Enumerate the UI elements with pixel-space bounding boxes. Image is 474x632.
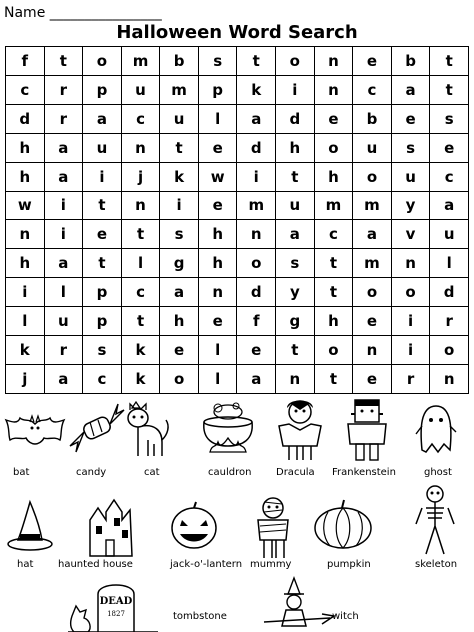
grid-cell: h [6,249,45,278]
grid-row [6,307,469,336]
pumpkin-icon [312,498,374,552]
ghost-icon [414,400,458,456]
grid-cell: b [160,47,199,76]
witch-hat-icon [6,500,56,554]
grid-cell: c [430,162,469,191]
grid-cell: r [44,104,83,133]
grid-cell: l [198,336,237,365]
word-pumpkin: pumpkin [327,559,371,570]
grid-cell: e [314,104,353,133]
grid-cell: m [160,75,199,104]
grid-cell: e [198,133,237,162]
word-frankenstein: Frankenstein [332,467,396,478]
grid-row [6,133,469,162]
grid-cell: n [353,336,392,365]
grid-cell: m [353,249,392,278]
word-search-grid [5,46,469,394]
grid-cell: h [314,162,353,191]
grid-cell: j [6,364,45,393]
grid-cell: l [430,249,469,278]
grid-cell: c [353,75,392,104]
grid-cell: u [391,162,430,191]
bat-icon [4,410,66,452]
grid-cell: o [353,278,392,307]
grid-cell: t [83,249,122,278]
picture-word-bank [0,396,474,632]
grid-cell: o [391,278,430,307]
grid-cell: d [6,104,45,133]
grid-cell: e [353,47,392,76]
grid-cell: i [276,75,315,104]
grid-cell: o [314,336,353,365]
grid-cell: k [6,336,45,365]
name-line: Name ________________ [4,5,162,21]
grid-cell: c [83,364,122,393]
grid-cell: c [121,278,160,307]
grid-cell: s [430,104,469,133]
word-cat: cat [144,467,160,478]
grid-cell: p [198,75,237,104]
grid-row [6,278,469,307]
grid-cell: e [160,336,199,365]
grid-cell: h [198,249,237,278]
grid-cell: a [430,191,469,220]
grid-cell: a [83,104,122,133]
grid-cell: a [391,75,430,104]
word-hat: hat [17,559,34,570]
grid-cell: d [237,278,276,307]
grid-cell: a [44,249,83,278]
grid-cell: t [314,278,353,307]
grid-row [6,104,469,133]
grid-cell: s [276,249,315,278]
grid-cell: w [6,191,45,220]
grid-cell: t [276,336,315,365]
grid-cell: a [44,133,83,162]
grid-cell: i [44,220,83,249]
grid-cell: y [391,191,430,220]
grid-cell: l [198,364,237,393]
grid-cell: e [198,307,237,336]
grid-cell: r [44,75,83,104]
grid-cell: e [430,133,469,162]
grid-cell: d [237,133,276,162]
grid-cell: a [44,162,83,191]
grid-cell: r [430,307,469,336]
grid-cell: l [6,307,45,336]
grid-cell: k [160,162,199,191]
grid-cell: i [160,191,199,220]
grid-cell: n [391,249,430,278]
grid-cell: o [430,336,469,365]
grid-cell: t [430,47,469,76]
grid-cell: l [121,249,160,278]
grid-cell: a [44,364,83,393]
grid-row [6,47,469,76]
grid-cell: n [237,220,276,249]
grid-cell: v [391,220,430,249]
word-tombstone: tombstone [173,611,227,622]
grid-cell: u [430,220,469,249]
grid-cell: n [276,364,315,393]
grid-cell: s [83,336,122,365]
word-ghost: ghost [424,467,452,478]
grid-cell: i [391,336,430,365]
skeleton-icon [412,484,458,560]
grid-cell: a [237,104,276,133]
grid-cell: p [83,278,122,307]
grid-row [6,220,469,249]
grid-cell: h [6,133,45,162]
cat-icon [124,400,172,460]
grid-cell: a [353,220,392,249]
word-haunted-house: haunted house [58,559,133,570]
word-candy: candy [76,467,107,478]
grid-cell: t [237,47,276,76]
word-cauldron: cauldron [208,467,252,478]
grid-cell: o [237,249,276,278]
grid-cell: h [160,307,199,336]
grid-cell: e [237,336,276,365]
word-jack-o-lantern: jack-o'-lantern [170,559,243,570]
grid-cell: i [391,307,430,336]
page-title: Halloween Word Search [116,22,358,43]
tombstone-icon [68,576,158,632]
grid-cell: c [121,104,160,133]
grid-cell: u [276,191,315,220]
haunted-house-icon [84,496,136,558]
grid-cell: p [83,75,122,104]
grid-cell: a [276,220,315,249]
grid-cell: c [314,220,353,249]
grid-cell: s [160,220,199,249]
grid-cell: t [83,191,122,220]
grid-cell: r [391,364,430,393]
cauldron-icon [196,398,260,456]
grid-cell: t [44,47,83,76]
grid-cell: o [314,133,353,162]
grid-cell: u [83,133,122,162]
grid-cell: k [237,75,276,104]
tombstone-dead-text: DEAD [99,596,133,607]
grid-cell: u [121,75,160,104]
grid-cell: i [6,278,45,307]
grid-cell: m [237,191,276,220]
grid-cell: l [198,104,237,133]
grid-cell: i [237,162,276,191]
grid-cell: m [314,191,353,220]
grid-cell: u [44,307,83,336]
grid-row [6,191,469,220]
frankenstein-icon [342,396,392,464]
word-dracula: Dracula [276,467,315,478]
grid-cell: b [353,104,392,133]
word-witch: witch [332,611,359,622]
grid-cell: o [353,162,392,191]
grid-cell: n [121,133,160,162]
grid-cell: r [44,336,83,365]
grid-cell: j [121,162,160,191]
grid-cell: f [6,47,45,76]
grid-cell: b [391,47,430,76]
grid-cell: t [276,162,315,191]
jack-o-lantern-icon [168,500,220,552]
grid-row [6,162,469,191]
grid-row [6,75,469,104]
grid-row [6,336,469,365]
grid-cell: k [121,336,160,365]
mummy-icon [250,496,296,560]
word-skeleton: skeleton [415,559,458,570]
grid-cell: o [276,47,315,76]
tombstone-year-text: 1827 [107,610,125,618]
grid-cell: g [160,249,199,278]
grid-cell: n [198,278,237,307]
grid-cell: e [353,307,392,336]
grid-cell: t [121,307,160,336]
grid-cell: e [83,220,122,249]
grid-cell: n [121,191,160,220]
dracula-icon [275,396,325,464]
grid-cell: g [276,307,315,336]
grid-cell: a [237,364,276,393]
grid-cell: t [314,249,353,278]
grid-cell: n [314,47,353,76]
grid-cell: i [83,162,122,191]
grid-cell: t [160,133,199,162]
word-mummy: mummy [250,559,292,570]
grid-cell: n [430,364,469,393]
grid-cell: n [6,220,45,249]
grid-cell: c [6,75,45,104]
grid-cell: e [391,104,430,133]
grid-cell: e [353,364,392,393]
grid-cell: d [430,278,469,307]
grid-cell: d [276,104,315,133]
word-bat: bat [13,467,30,478]
candy-icon [66,402,128,456]
grid-cell: n [314,75,353,104]
grid-cell: s [198,47,237,76]
grid-cell: o [83,47,122,76]
grid-cell: u [160,104,199,133]
grid-cell: h [314,307,353,336]
grid-cell: m [353,191,392,220]
grid-row [6,249,469,278]
grid-cell: m [121,47,160,76]
grid-cell: w [198,162,237,191]
grid-cell: l [44,278,83,307]
grid-cell: u [353,133,392,162]
grid-cell: p [83,307,122,336]
grid-cell: e [198,191,237,220]
grid-cell: t [430,75,469,104]
grid-cell: y [276,278,315,307]
grid-cell: k [121,364,160,393]
grid-cell: h [198,220,237,249]
grid-cell: a [160,278,199,307]
grid-cell: h [276,133,315,162]
grid-cell: h [6,162,45,191]
grid-cell: s [391,133,430,162]
grid-row [6,364,469,393]
grid-cell: t [121,220,160,249]
witch-icon [264,576,334,632]
grid-cell: f [237,307,276,336]
grid-cell: t [314,364,353,393]
grid-cell: i [44,191,83,220]
grid-cell: o [160,364,199,393]
